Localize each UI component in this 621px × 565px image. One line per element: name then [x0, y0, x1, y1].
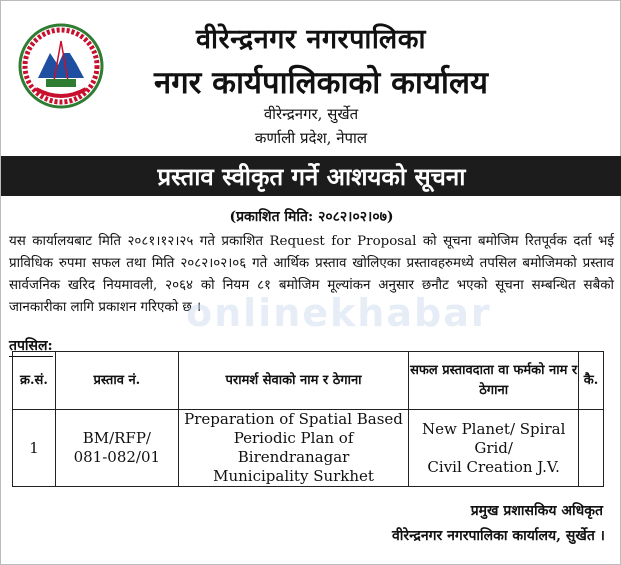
- col-header-proposal-no: प्रस्ताव नं.: [55, 352, 178, 410]
- table-row: [13, 410, 604, 487]
- nepal-emblem-icon: [18, 23, 104, 109]
- col-header-sn: क्र.सं.: [13, 352, 56, 410]
- watermark: onlinekhabar: [186, 291, 492, 335]
- tapasil-label: तपसिल:: [9, 336, 53, 357]
- col-header-service-name: परामर्श सेवाको नाम र ठेगाना: [178, 352, 409, 410]
- notice-title: प्रस्ताव स्वीकृत गर्ने आशयको सूचना: [157, 161, 466, 191]
- office-name: नगर कार्यपालिकाको कार्यालय: [154, 65, 488, 101]
- notice-body: यस कार्यालयबाट मिति २०८१।१२।२५ गते प्रकाशित Request for Proposal को सूचना बमोजिम रितपूर्वक दर्ता भई प्राविधिक रुपमा सफल तथा मिति २०८२।०२।०६ गते आर्थिक प्रस्ताव खोलिएका प्रस्तावहरुमध्ये तपसिल बमोजिमको प्रस्ताव सार्वजनिक खरिद नियमावली, २०६४ को नियम ८१ बमोजिम मूल्यांकन अनुसार छनौट भएको सूचना सम्बन्धित सबैको जानकारीका लागि प्रकाशन गरिएको छ ।: [9, 234, 614, 315]
- published-date: (प्रकाशित मिति: २०८२।०२।०७): [229, 209, 394, 225]
- cell-bidder: New Planet/ Spiral Grid/ Civil Creation J.V.: [409, 410, 579, 487]
- signatory-designation: प्रमुख प्रशासकिय अधिकृत: [470, 503, 603, 519]
- address-province: कर्णाली प्रदेश, नेपाल: [254, 129, 368, 147]
- cell-service-name: Preparation of Spatial Based Periodic Plan of Birendranagar Municipality Surkhet: [178, 410, 409, 487]
- address-city: वीरेन्द्रनगर, सुर्खेत: [263, 105, 359, 123]
- cell-remarks: [578, 410, 603, 487]
- notice-title-bar: [1, 156, 621, 196]
- cell-proposal-no: BM/RFP/ 081-082/01: [55, 410, 178, 487]
- col-header-remarks: कै.: [578, 352, 603, 410]
- cell-sn: 1: [13, 410, 56, 487]
- proposal-table: [12, 351, 604, 487]
- signatory-office: वीरेन्द्रनगर नगरपालिका कार्यालय, सुर्खेत ।: [391, 528, 605, 544]
- table-header-row: [13, 352, 604, 410]
- col-header-bidder: सफल प्रस्तावदाता वा फर्मको नाम र ठेगाना: [409, 352, 579, 410]
- org-name: वीरेन्द्रनगर नगरपालिका: [196, 24, 426, 55]
